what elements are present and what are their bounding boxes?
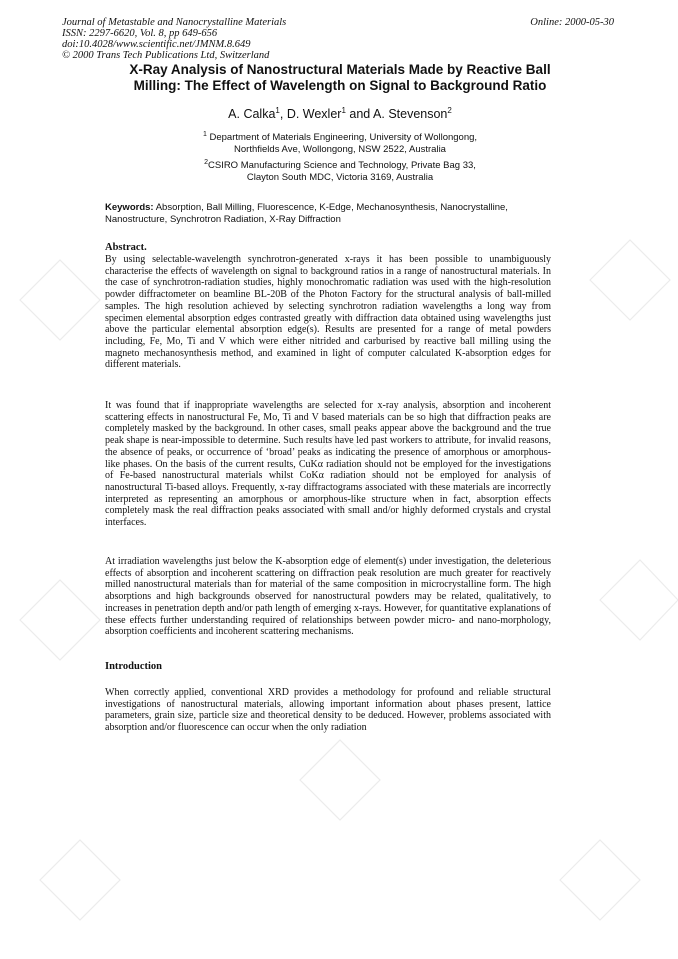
journal-header: [62, 17, 286, 61]
issn: ISSN: 2297-6620, Vol. 8, pp 649-656: [62, 28, 218, 39]
paper-title: [90, 62, 590, 94]
copyright: © 2000 Trans Tech Publications Ltd, Switzerland: [62, 50, 270, 61]
affiliation-marker: 1: [341, 106, 346, 115]
title-line-1: X-Ray Analysis of Nanostructural Materials Made by Reactive Ball: [129, 62, 551, 77]
affiliation-2: [120, 157, 560, 184]
online-date: Online: 2000-05-30: [530, 17, 614, 28]
keywords-label: Keywords:: [105, 202, 154, 213]
introduction-heading: Introduction: [105, 661, 162, 672]
abstract-paragraph-2: It was found that if inappropriate wavelengths are selected for x-ray analysis, absorption and incoherent scattering effects in nanostructural Fe, Mo, Ti and V based materials can be so high that diffraction peaks are completely masked by the background. In other cases, small peaks appear above the background and the true peak shape is near-impossible to determine. Such results have led past workers to attribute, for invalid reasons, the absence of peaks, or occurrence of ‘broad’ peaks as indicating the presence of amorphous or amorphous-like phases. On the basis of the current results, CuKα radiation should not be employed for the investigations of Fe-based nanostructural materials whilst CoKα radiation should not be employed for analysis of nanostructural Ti-based alloys. Frequently, x-ray diffractograms associated with these materials are incorrectly interpreted as representing an amorphous or amorphous-like structure when in fact, absorption effects completely mask the real diffraction peaks associated with small and/or highly deformed crystals and crystal interfaces.: [105, 400, 551, 529]
introduction-paragraph-1: When correctly applied, conventional XRD provides a methodology for profound and reliable structural investigations of nanostructural materials, allowing important information about phases present, lattice parameters, grain size, particle size and theoretical density to be deduced. However, problems associated with absorption and/or fluorescence can occur when the only radiation: [105, 687, 551, 734]
abstract-heading: Abstract.: [105, 242, 147, 253]
affiliation-1: [120, 129, 560, 156]
author-list: [90, 106, 590, 121]
keywords-text: Absorption, Ball Milling, Fluorescence, K-Edge, Mechanosynthesis, Nanocrystalline, Nanostructure, Synchrotron Radiation, X-Ray Diffraction: [105, 202, 508, 225]
doi: doi:10.4028/www.scientific.net/JMNM.8.649: [62, 39, 251, 50]
author-separator: ,: [279, 107, 287, 122]
author-separator: and: [345, 107, 374, 122]
affiliation-number: 2: [204, 159, 208, 166]
affiliation-number: 1: [202, 131, 207, 138]
affiliation-line: Northfields Ave, Wollongong, NSW 2522, Australia: [234, 144, 446, 156]
author-name: D. Wexler: [286, 107, 342, 122]
abstract-paragraph-3: At irradiation wavelengths just below the K-absorption edge of element(s) under investigation, the deleterious effects of absorption and incoherent scattering on diffraction peak resolution are much greater for reactively milled nanostructural materials than for material of the same composition in microcrystalline form. The high absorptions and high backgrounds observed for nanostructural powders may be related, qualitatively, to increases in penetration depth and/or path length of emerging x-rays. However, for quantitative explanations of these effects further understanding required of relationships between powder micro- and nano-morphology, absorption coefficients and incoherent scattering mechanisms.: [105, 556, 551, 638]
author-name: A. Stevenson: [373, 107, 448, 122]
keywords: [105, 202, 550, 226]
author-name: A. Calka: [228, 107, 276, 122]
title-line-2: Milling: The Effect of Wavelength on Signal to Background Ratio: [133, 78, 547, 93]
abstract-paragraph-1: By using selectable-wavelength synchrotron-generated x-rays it has been possible to unambiguously characterise the effects of wavelength on signal to background ratios in a range of nanostructural materials. In the case of synchrotron-radiation studies, highly monochromatic radiation was used with the high-resolution powder diffractometer on beamline BL-20B of the Photon Factory for the structural analysis of ball-milled samples. The high resolution achieved by selecting synchrotron radiation wavelengths a long way from specimen elemental absorption edges contrasted greatly with diffraction data obtained using wavelengths just above the particular elemental absorption edge(s). Results are presented for a range of metal powders including, Fe, Mo, Ti and V which were either nitrided and carburised by reactive ball milling using the magneto mechanosynthesis method, and examined in light of computer calculated K-absorption edges for different materials.: [105, 254, 551, 371]
affiliation-line: Clayton South MDC, Victoria 3169, Australia: [246, 172, 434, 184]
affiliation-line: CSIRO Manufacturing Science and Technology, Private Bag 33,: [207, 160, 476, 172]
affiliation-marker: 2: [447, 106, 452, 115]
affiliation-marker: 1: [275, 106, 280, 115]
journal-name: Journal of Metastable and Nanocrystalline Materials: [62, 17, 287, 28]
affiliation-line: Department of Materials Engineering, University of Wollongong,: [209, 132, 478, 144]
